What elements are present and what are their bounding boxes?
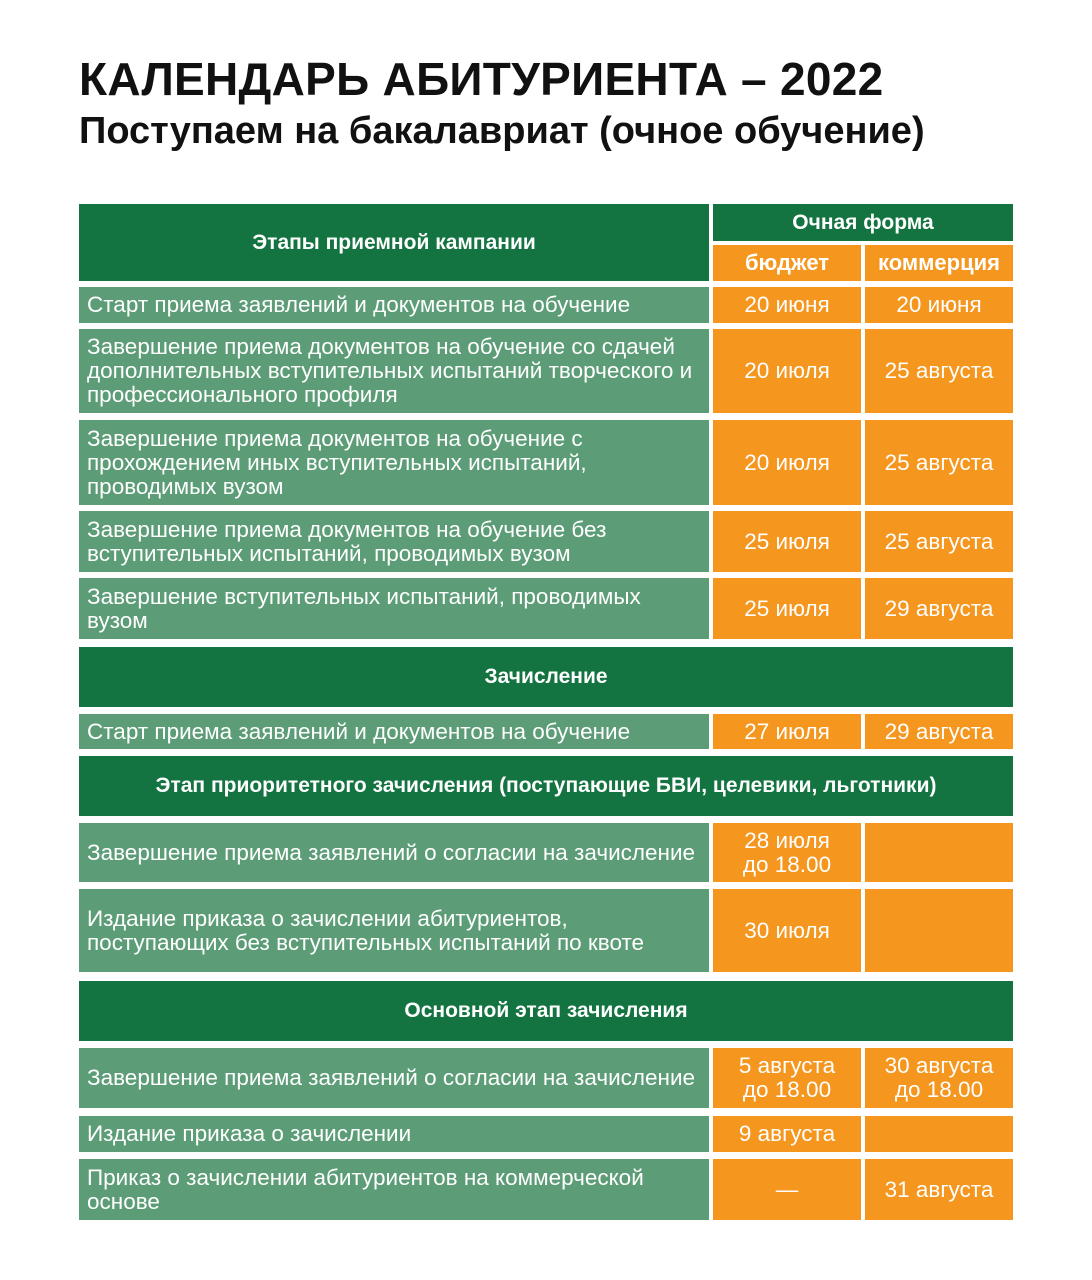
commerce-date-cell [865,823,1013,882]
budget-date-cell: 5 августа до 18.00 [713,1048,861,1108]
budget-date-cell: 28 июля до 18.00 [713,823,861,882]
commerce-date-cell: 30 августа до 18.00 [865,1048,1013,1108]
commerce-date-cell [865,889,1013,972]
commerce-date-cell: 20 июня [865,287,1013,323]
form-header: Очная форма [713,204,1013,241]
section-header-enrollment: Зачисление [79,647,1013,707]
budget-date-cell: 25 июля [713,511,861,572]
budget-date-cell: 9 августа [713,1116,861,1152]
stage-cell: Завершение приема документов на обучение со сдачей дополнительных вступительных испытаний творческого и профессионального профиля [79,329,709,413]
commerce-date-cell [865,1116,1013,1152]
page-subtitle: Поступаем на бакалавриат (очное обучение) [79,110,925,152]
commerce-date-cell: 29 августа [865,578,1013,639]
budget-date-cell: 20 июля [713,329,861,413]
stage-cell: Издание приказа о зачислении [79,1116,709,1152]
page-title: КАЛЕНДАРЬ АБИТУРИЕНТА – 2022 [79,53,884,105]
budget-date-cell: 20 июня [713,287,861,323]
stage-cell: Старт приема заявлений и документов на обучение [79,714,709,749]
stage-cell: Завершение приема документов на обучение с прохождением иных вступительных испытаний, проводимых вузом [79,420,709,505]
stage-cell: Завершение приема документов на обучение без вступительных испытаний, проводимых вузом [79,511,709,572]
commerce-date-cell: 25 августа [865,511,1013,572]
commerce-date-cell: 31 августа [865,1159,1013,1220]
budget-date-cell: — [713,1159,861,1220]
section-header-priority-enrollment: Этап приоритетного зачисления (поступающие БВИ, целевики, льготники) [79,756,1013,816]
budget-date-cell: 30 июля [713,889,861,972]
section-header-main-enrollment: Основной этап зачисления [79,981,1013,1041]
budget-column-header: бюджет [713,245,861,281]
budget-date-cell: 25 июля [713,578,861,639]
stages-header: Этапы приемной кампании [79,204,709,281]
commerce-date-cell: 29 августа [865,714,1013,749]
stage-cell: Издание приказа о зачислении абитуриентов, поступающих без вступительных испытаний по квоте [79,889,709,972]
stage-cell: Завершение приема заявлений о согласии на зачисление [79,823,709,882]
stage-cell: Приказ о зачислении абитуриентов на коммерческой основе [79,1159,709,1220]
commerce-date-cell: 25 августа [865,420,1013,505]
stage-cell: Завершение вступительных испытаний, проводимых вузом [79,578,709,639]
budget-date-cell: 20 июля [713,420,861,505]
budget-date-cell: 27 июля [713,714,861,749]
commerce-date-cell: 25 августа [865,329,1013,413]
commerce-column-header: коммерция [865,245,1013,281]
stage-cell: Завершение приема заявлений о согласии на зачисление [79,1048,709,1108]
stage-cell: Старт приема заявлений и документов на обучение [79,287,709,323]
